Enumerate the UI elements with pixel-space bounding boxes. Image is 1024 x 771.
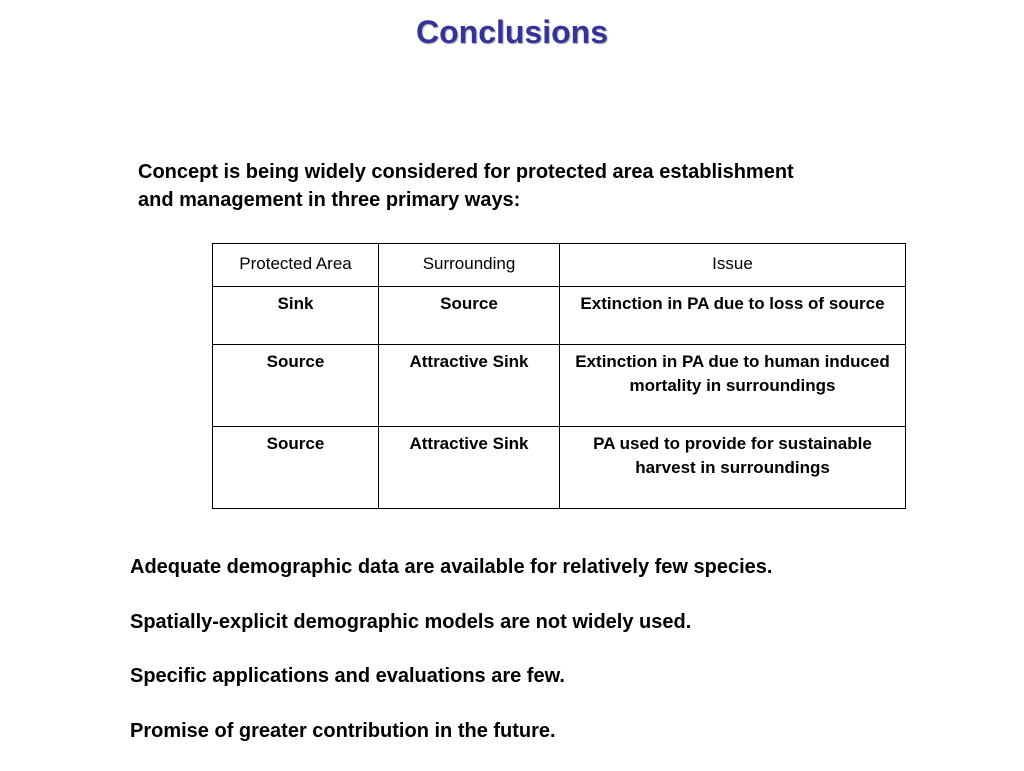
cell-protected-area: Source (213, 427, 379, 509)
table-row (213, 345, 906, 427)
protected-area-table (212, 243, 906, 509)
table-row (213, 427, 906, 509)
cell-issue: Extinction in PA due to human induced mortality in surroundings (560, 345, 906, 427)
conclusion-item: Adequate demographic data are available for relatively few species. (130, 556, 773, 578)
header-surrounding: Surrounding (379, 244, 560, 287)
conclusions-list (130, 553, 990, 771)
protected-area-table-container (212, 243, 906, 509)
conclusion-item: Spatially-explicit demographic models are not widely used. (130, 610, 692, 633)
table-header-row (213, 244, 906, 287)
cell-surrounding: Source (379, 287, 560, 345)
cell-issue: Extinction in PA due to loss of source (560, 287, 906, 345)
intro-paragraph: Concept is being widely considered for protected area establishment and management in three primary ways: (138, 161, 794, 211)
cell-surrounding: Attractive Sink (379, 427, 560, 509)
header-protected-area: Protected Area (213, 244, 379, 287)
cell-protected-area: Source (213, 345, 379, 427)
cell-protected-area: Sink (213, 287, 379, 345)
slide-title: Conclusions (415, 14, 608, 50)
cell-surrounding: Attractive Sink (379, 345, 560, 427)
table-row (213, 287, 906, 345)
cell-issue: PA used to provide for sustainable harvest in surroundings (560, 427, 906, 509)
conclusion-item: Specific applications and evaluations are few. (130, 665, 565, 687)
conclusion-item: Promise of greater contribution in the future. (130, 719, 556, 742)
header-issue: Issue (560, 244, 906, 287)
